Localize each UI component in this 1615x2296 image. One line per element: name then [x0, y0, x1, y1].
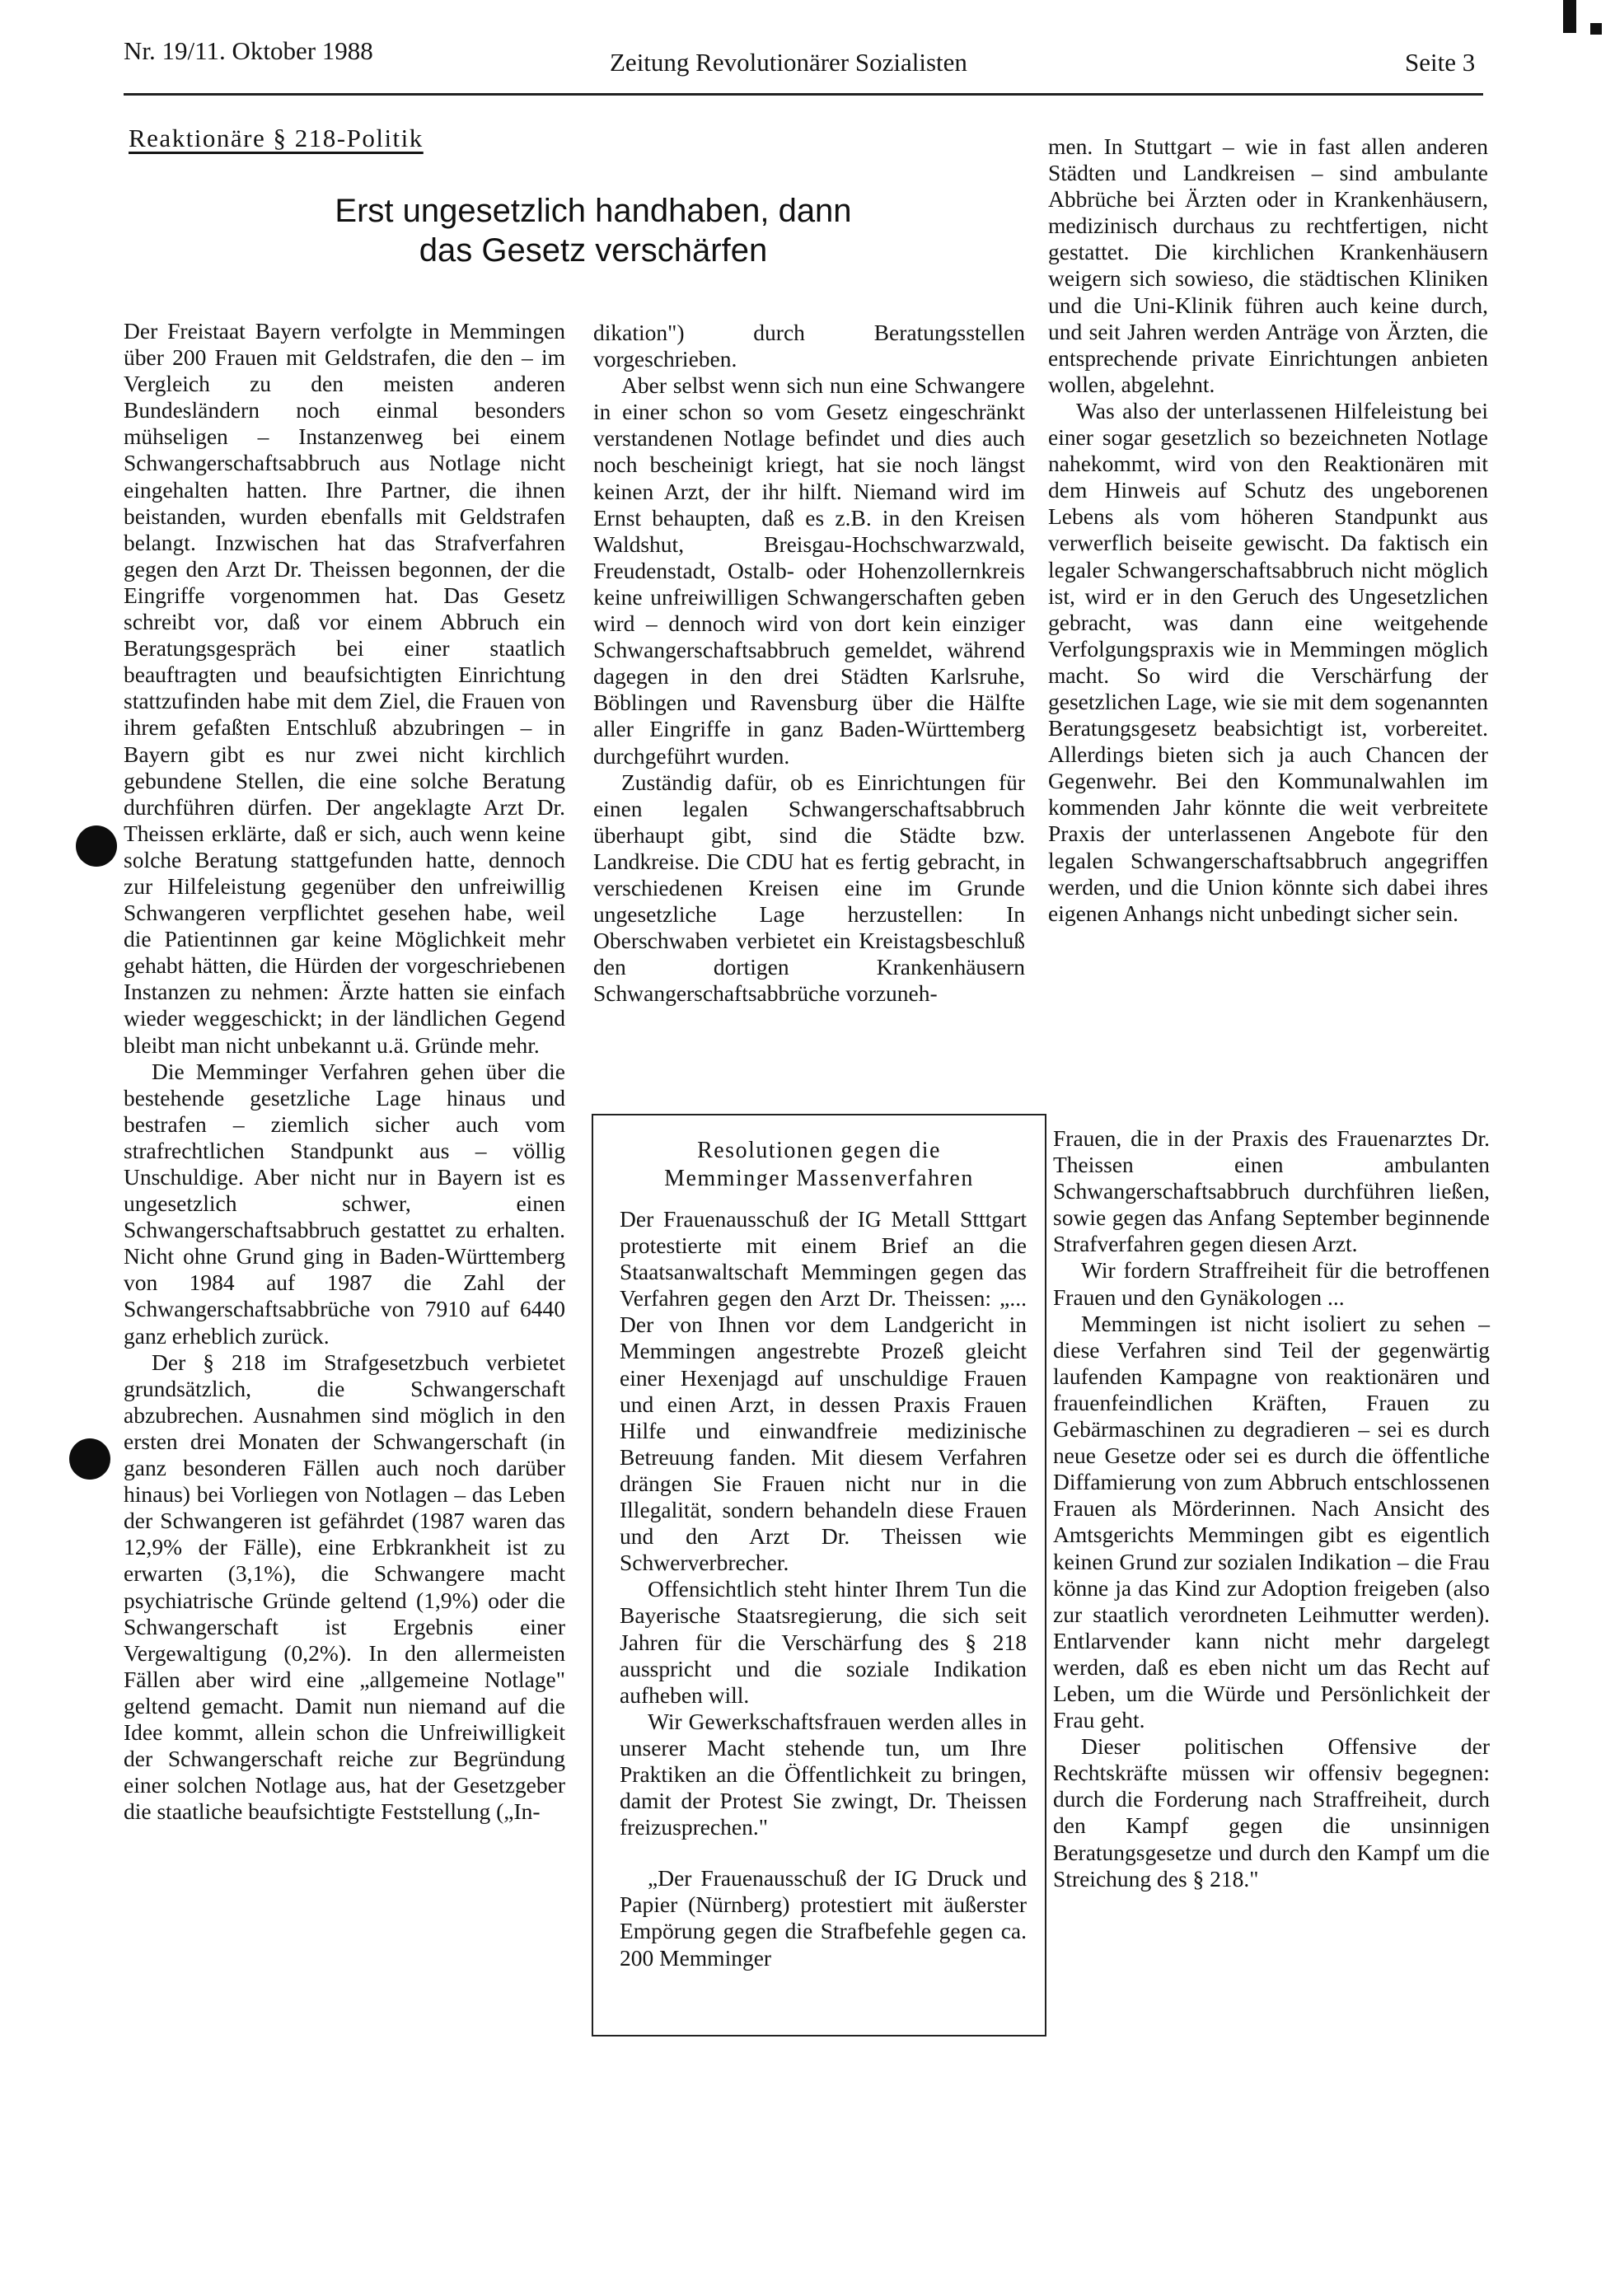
section-kicker: Reaktionäre § 218-Politik: [129, 124, 424, 152]
paragraph: Zuständig dafür, ob es Einrichtungen für einen legalen Schwangerschaftsabbruch überhaupt gibt, sind die Städte bzw. Landkreise. Die CDU hat es fertig gebracht, in verschiedenen Kreisen eine im Grunde ungesetzliche Lage herzustellen: In Oberschwaben verbietet ein Kreistagsbeschluß den dortigen Krankenhäusern Schwangerschaftsabbrüche vorzuneh-: [593, 769, 1025, 1007]
paragraph: dikation") durch Beratungsstellen vorgeschrieben.: [593, 320, 1025, 372]
paragraph: Wir Gewerkschaftsfrauen werden alles in unserer Macht stehende tun, um Ihre Praktiken an die Öffentlichkeit zu bringen, damit der Protest Sie zwingt, Dr. Theissen freizusprechen.": [620, 1708, 1027, 1840]
paragraph: Der Frauenausschuß der IG Metall Stttgart protestierte mit einem Brief an die Staatsanwaltschaft Memmingen gegen das Verfahren gegen den Arzt Dr. Theissen: „... Der von Ihnen vor dem Landgericht in Memmingen angestrebte Prozeß gleicht einer Hexenjagd auf unschuldige Frauen und einen Arzt, in dessen Praxis Frauen Hilfe und einwandfreie medizinische Betreuung fanden. Mit diesem Verfahren drängen Sie Frauen nicht nur in die Illegalität, sondern behandeln diese Frauen und den Arzt Dr. Theissen wie Schwerverbrecher.: [620, 1206, 1027, 1576]
punch-hole: [69, 1438, 110, 1480]
paragraph: Was also der unterlassenen Hilfeleistung bei einer sogar gesetzlich so bezeichneten Notlage nahekommt, wird von den Reaktionären mit dem Hinweis auf Schutz des ungeborenen Lebens als vom höheren Standpunkt aus verwerflich beiseite gewischt. Da faktisch ein legaler Schwangerschaftsabbruch nicht möglich ist, wird er in den Geruch des Ungesetzlichen gebracht, was dann eine weitgehende Verfolgungspraxis wie in Memmingen möglich macht. So wird die Verschärfung der gesetzlichen Lage, wie sie mit dem sogenannten Beratungsgesetz beabsichtigt ist, vorbereitet. Allerdings bieten sich ja auch Chancen der Gegenwehr. Bei den Kommunalwahlen im kommenden Jahr könnte die weit verbreitete Praxis der unterlassenen Angebote für den legalen Schwangerschaftsabbruch angegriffen werden, und die Union könnte sich dabei ihres eigenen Anhangs nicht unbedingt sicher sein.: [1048, 397, 1488, 926]
scan-corner-mark: [1590, 23, 1602, 35]
sidebar-title-line: Resolutionen gegen die: [697, 1138, 941, 1163]
punch-hole: [76, 825, 117, 867]
issue-date: Nr. 19/11. Oktober 1988: [124, 36, 373, 65]
paragraph: Memmingen ist nicht isoliert zu sehen – diese Verfahren sind Teil der gegenwärtig laufenden Kampagne von reaktionären und frauenfeindlichen Kräften, Frauen zu Gebärmaschinen zu degradieren – sei es durch neue Gesetze oder sei es durch die öffentliche Diffamierung von zum Abbruch entschlossenen Frauen als Mörderinnen. Nach Ansicht des Amtsgerichts Memmingen gibt es eigentlich keinen Grund zur sozialen Indikation – die Frau könne ja das Kind zur Adoption freigeben (also zur staatlich verordneten Leihmutter werden). Entlarvender kann nicht mehr dargelegt werden, daß es eben nicht um das Recht auf Leben, um die Würde und Persönlichkeit der Frau geht.: [1053, 1310, 1490, 1733]
sidebar-column-1: [620, 1206, 1027, 1971]
paragraph: Der Freistaat Bayern verfolgte in Memmingen über 200 Frauen mit Geldstrafen, die den – im Vergleich zu den meisten anderen Bundesländern noch einmal besonders mühseligen – Instanzenweg bei einem Schwangerschaftsabbruch aus Notlage nicht eingehalten hatten. Ihre Partner, die ihnen beistanden, wurden ebenfalls mit Geldstrafen belangt. Inzwischen hat das Strafverfahren gegen den Arzt Dr. Theissen begonnen, der die Eingriffe vorgenommen hat. Das Gesetz schreibt vor, daß vor einem Abbruch ein Beratungsgespräch bei einer staatlich beauftragten und beaufsichtigten Einrichtung stattzufinden habe mit dem Ziel, die Frauen von ihrem gefaßten Entschluß abzubringen – in Bayern gibt es nur zwei nicht kirchlich gebundene Stellen, die eine solche Beratung durchführen dürfen. Der angeklagte Arzt Dr. Theissen erklärte, daß er sich, auch wenn keine solche Beratung stattgefunden hatte, dennoch zur Hilfeleistung gegenüber den unfreiwillig Schwangeren verpflichtet gesehen habe, weil die Patientinnen gar keine Möglichkeit mehr gehabt hätten, die Hürden der vorgeschriebenen Instanzen zu nehmen: Ärzte hatten sie einfach wieder weggeschickt; in der ländlichen Gegend bleibt man nicht unbekannt u.ä. Gründe mehr.: [124, 318, 565, 1058]
paragraph: Aber selbst wenn sich nun eine Schwangere in einer schon so vom Gesetz eingeschränkt verstandenen Notlage befindet und dies auch noch bescheinigt kriegt, hat sie noch längst keinen Arzt, der ihr hilft. Niemand wird im Ernst behaupten, daß es z.B. in den Kreisen Waldshut, Breisgau-Hochschwarzwald, Freudenstadt, Ostalb- oder Hohenzollernkreis keine unfreiwilligen Schwangerschaften geben wird – dennoch wird von dort kein einziger Schwangerschaftsabbruch gemeldet, während dagegen in den drei Städten Karlsruhe, Böblingen und Ravensburg über die Hälfte aller Eingriffe in ganz Baden-Württemberg durchgeführt wurden.: [593, 372, 1025, 769]
paragraph: Offensichtlich steht hinter Ihrem Tun die Bayerische Staatsregierung, die sich seit Jahren für die Verschärfung des § 218 ausspricht und die soziale Indikation aufheben will.: [620, 1576, 1027, 1708]
article-headline: Erst ungesetzlich handhaben, dann das Gesetz verschärfen: [335, 193, 852, 269]
paragraph: Die Memminger Verfahren gehen über die bestehende gesetzliche Lage hinaus und bestrafen – ziemlich sicher auch vom strafrechtlichen Standpunkt aus – völlig Unschuldige. Aber nicht nur in Bayern ist es ungesetzlich schwer, einen Schwangerschaftsabbruch gestattet zu erhalten. Nicht ohne Grund ging in Baden-Württemberg von 1984 auf 1987 die Zahl der Schwangerschaftsabbrüche von 7910 auf 6440 ganz erheblich zurück.: [124, 1058, 565, 1349]
paragraph: men. In Stuttgart – wie in fast allen anderen Städten und Landkreisen – sind ambulante Abbrüche bei Ärzten oder in Krankenhäusern, medizinisch durchaus zu rechtfertigen, nicht gestattet. Die kirchlichen Krankenhäusern weigern sich sowieso, die städtischen Kliniken und die Uni-Klinik führen auch keine durch, und seit Jahren werden Anträge von Ärzten, die entsprechende private Einrichtungen anbieten wollen, abgelehnt.: [1048, 133, 1488, 397]
article-column-2: [593, 320, 1025, 1007]
page-number: Seite 3: [1405, 48, 1476, 77]
article-column-1: [124, 318, 565, 1825]
article-column-3: [1048, 133, 1488, 927]
paragraph: Der § 218 im Strafgesetzbuch verbietet grundsätzlich, die Schwangerschaft abzubrechen. Ausnahmen sind möglich in den ersten drei Monaten der Schwangerschaft (in ganz besonderen Fällen auch noch darüber hinaus) bei Vorliegen von Notlagen – das Leben der Schwangeren ist gefährdet (1987 waren das 12,9% der Fälle), eine Erbkrankheit ist zu erwarten (3,1%), die Schwangere macht psychiatrische Gründe geltend (1,9%) oder die Schwangerschaft ist Ergebnis einer Vergewaltigung (0,2%). In den allermeisten Fällen aber wird eine „allgemeine Notlage" geltend gemacht. Damit nun niemand auf die Idee kommt, allein schon die Unfreiwilligkeit der Schwangerschaft reiche zur Begründung einer solchen Notlage aus, hat der Gesetzgeber die staatliche beaufsichtigte Feststellung („In-: [124, 1349, 565, 1825]
scan-corner-mark: [1563, 0, 1576, 33]
paragraph: Dieser politischen Offensive der Rechtskräfte müssen wir offensiv begegnen: durch die Forderung nach Straffreiheit, durch den Kampf gegen die unsinnigen Beratungsgesetze und durch den Kampf um die Streichung des § 218.": [1053, 1733, 1490, 1892]
newspaper-name: Zeitung Revolutionärer Sozialisten: [610, 48, 967, 77]
paragraph: Wir fordern Straffreiheit für die betroffenen Frauen und den Gynäkologen ...: [1053, 1257, 1490, 1310]
paragraph: „Der Frauenausschuß der IG Druck und Papier (Nürnberg) protestiert mit äußerster Empörung gegen die Strafbefehle gegen ca. 200 Memminger: [620, 1865, 1027, 1971]
sidebar-column-2: [1053, 1125, 1490, 1892]
header-rule: [124, 93, 1483, 96]
paragraph: Frauen, die in der Praxis des Frauenarztes Dr. Theissen einen ambulanten Schwangerschaftsabbruch durchführen ließen, sowie gegen das Anfang September beginnende Strafverfahren gegen diesen Arzt.: [1053, 1125, 1490, 1257]
sidebar-title: [593, 1137, 1045, 1193]
sidebar-title-line: Memminger Massenverfahren: [664, 1166, 974, 1191]
